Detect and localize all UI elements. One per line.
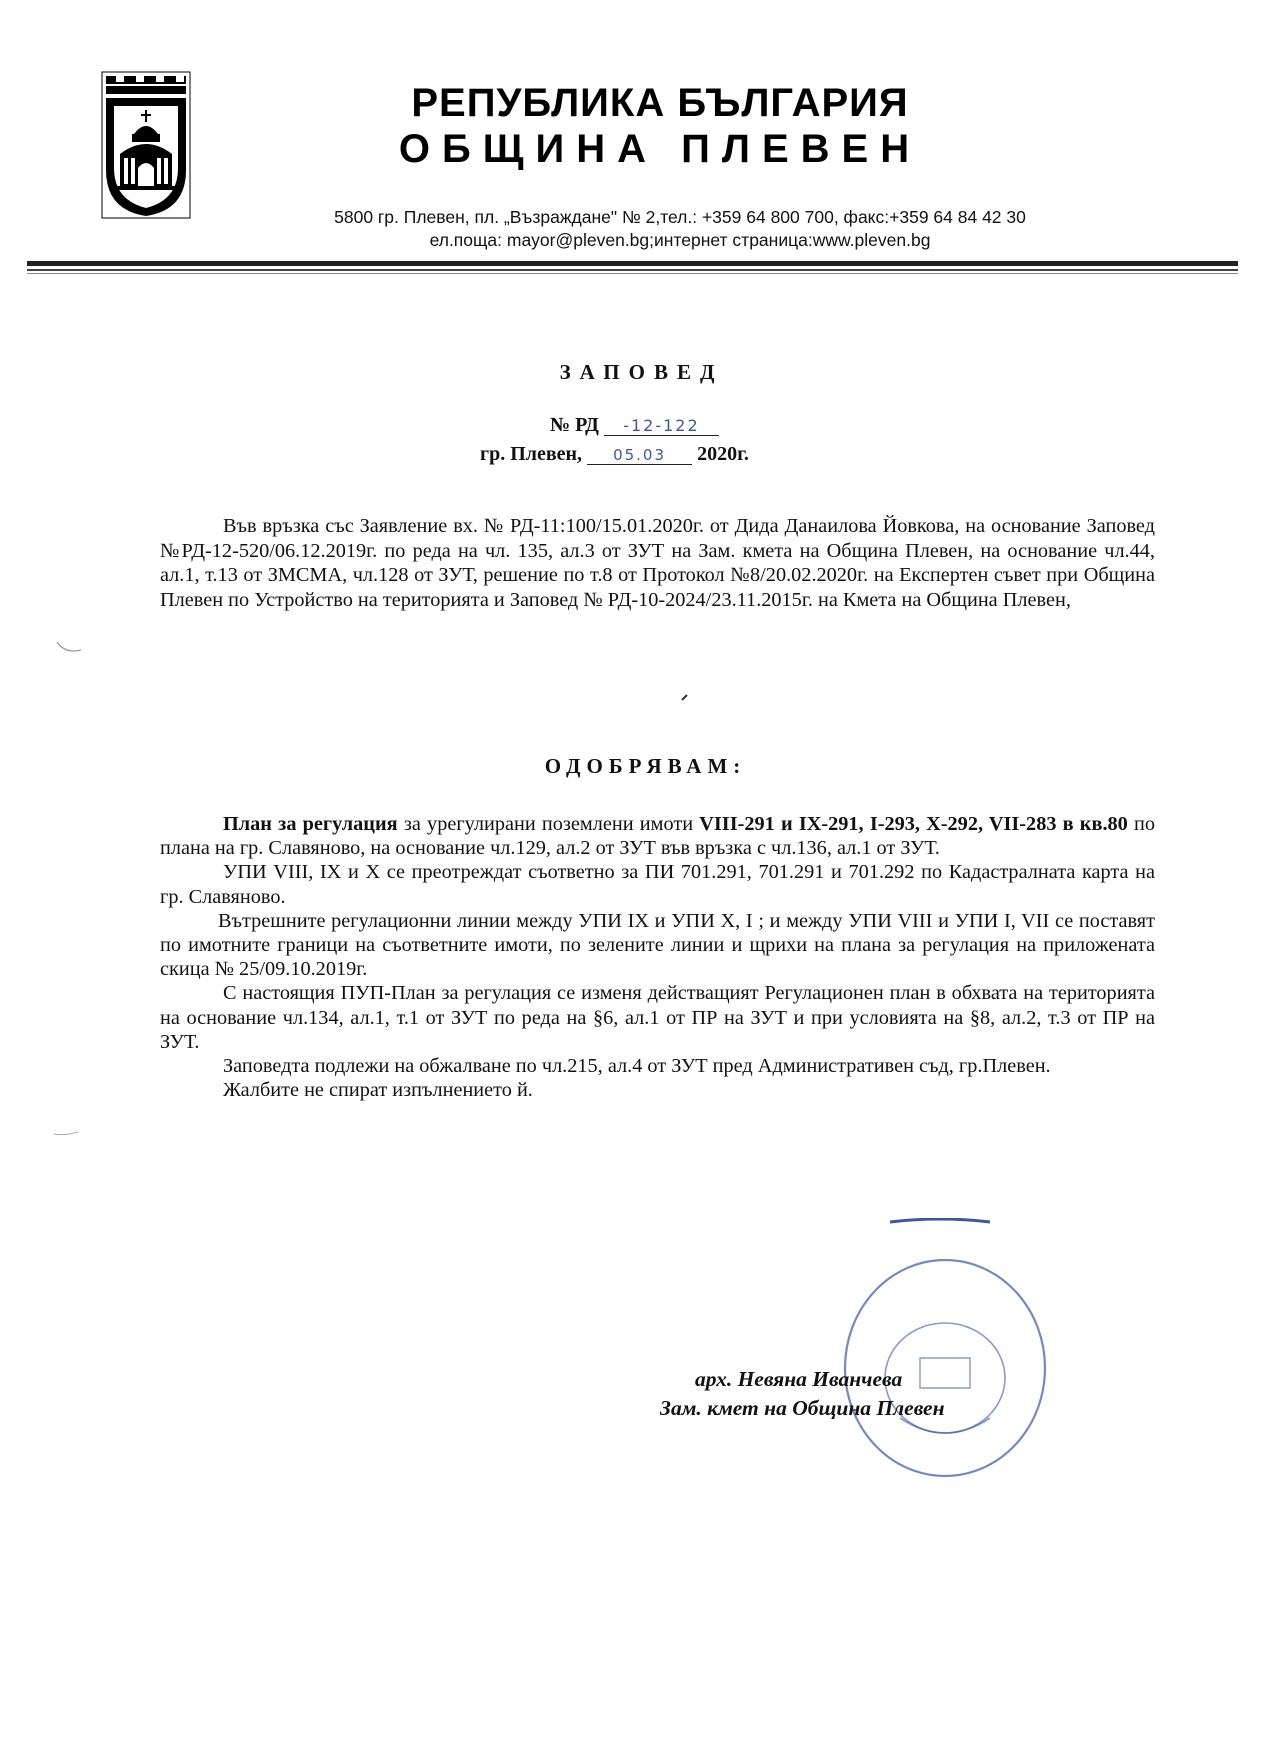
document-title: ЗАПОВЕД xyxy=(559,360,724,384)
header-divider-thin xyxy=(27,269,1238,271)
properties-bold: VIII-291 и IX-291, I-293, X-292, VII-283 в кв.80 xyxy=(699,813,1128,835)
scan-mark xyxy=(52,1128,82,1138)
signature-block xyxy=(660,1365,945,1423)
signatory-position: Зам. кмет на Община Плевен xyxy=(660,1396,945,1420)
body-paragraph-5: Заповедта подлежи на обжалване по чл.215, ал.4 от ЗУТ пред Административен съд, гр.Плевен. xyxy=(223,1055,1051,1078)
approve-heading: ОДОБРЯВАМ: xyxy=(544,754,747,778)
p1-text-b: по плана на гр. Славяново, на основание чл.129, ал.2 от ЗУТ във връзка с чл.136, ал.1 от ЗУТ. xyxy=(160,813,1155,860)
body-paragraph-4: С настоящия ПУП-План за регулация се изменя действащият Регулационен план в обхвата на територията на основание чл.134, ал.1, т.1 от ЗУТ по реда на §6, ал.1 от ПР на ЗУТ и при условията на §8, ал.2, т.3 от ПР на ЗУТ. xyxy=(160,982,1155,1053)
order-number-line xyxy=(550,414,719,437)
web-line: ел.поща: mayor@pleven.bg;интернет страница:www.pleven.bg xyxy=(429,230,931,250)
scan-mark xyxy=(55,640,85,658)
order-number-prefix: № РД xyxy=(550,414,599,436)
date-handwritten: 05.03 xyxy=(587,446,692,465)
intro-paragraph: Във връзка със Заявление вх. № РД-11:100/15.01.2020г. от Дида Данаилова Йовкова, на основание Заповед №РД-12-520/06.12.2019г. по реда на чл. 135, ал.3 от ЗУТ на Зам. кмета на Община Плевен, на основание чл.44, ал.1, т.13 от ЗМСМА, чл.128 от ЗУТ, решение по т.8 от Протокол №8/20.02.2020г. на Експертен съвет при Община Плевен по Устройство на територията и Заповед № РД-10-2024/23.11.2015г. на Кмета на Община Плевен, xyxy=(160,515,1155,611)
municipality-name: ОБЩИНА ПЛЕВЕН xyxy=(398,127,922,171)
order-body xyxy=(160,812,1155,1102)
letterhead-contacts xyxy=(240,206,1120,252)
year-suffix: 2020г. xyxy=(697,443,749,465)
plan-bold: План за регулация xyxy=(223,813,398,835)
scan-dot xyxy=(680,692,690,702)
letterhead-title xyxy=(380,80,940,172)
header-divider xyxy=(27,261,1238,266)
introduction xyxy=(160,514,1155,612)
body-paragraph-2: УПИ VIII, IX и X се преотреждат съответно за ПИ 701.291, 701.291 и 701.292 по Кадастралната карта на гр. Славяново. xyxy=(160,861,1155,908)
p1-text-a: за урегулирани поземлени имоти xyxy=(397,813,700,835)
official-stamp xyxy=(830,1218,1060,1478)
body-paragraph-6: Жалбите не спират изпълнението й. xyxy=(223,1079,533,1102)
body-paragraph-3: Вътрешните регулационни линии между УПИ IX и УПИ X, I ; и между УПИ VIII и УПИ I, VII се поставят по имотните граници на съответните имоти, по зелените линии и щрихи на плана за регулация на приложената скица № 25/09.10.2019г. xyxy=(160,909,1155,981)
order-date-line xyxy=(480,443,749,466)
signatory-name: арх. Невяна Иванчева xyxy=(695,1367,903,1391)
body-paragraph-1 xyxy=(160,812,1155,860)
pleven-coat-of-arms-logo xyxy=(100,70,192,220)
address-line: 5800 гр. Плевен, пл. „Възраждане" № 2,тел.: +359 64 800 700, факс:+359 64 84 42 30 xyxy=(334,207,1026,227)
country-name: РЕПУБЛИКА БЪЛГАРИЯ xyxy=(411,81,909,125)
place-prefix: гр. Плевен, xyxy=(480,443,583,465)
header-divider-hairline xyxy=(27,273,1238,274)
order-number-handwritten: -12-122 xyxy=(604,416,719,436)
